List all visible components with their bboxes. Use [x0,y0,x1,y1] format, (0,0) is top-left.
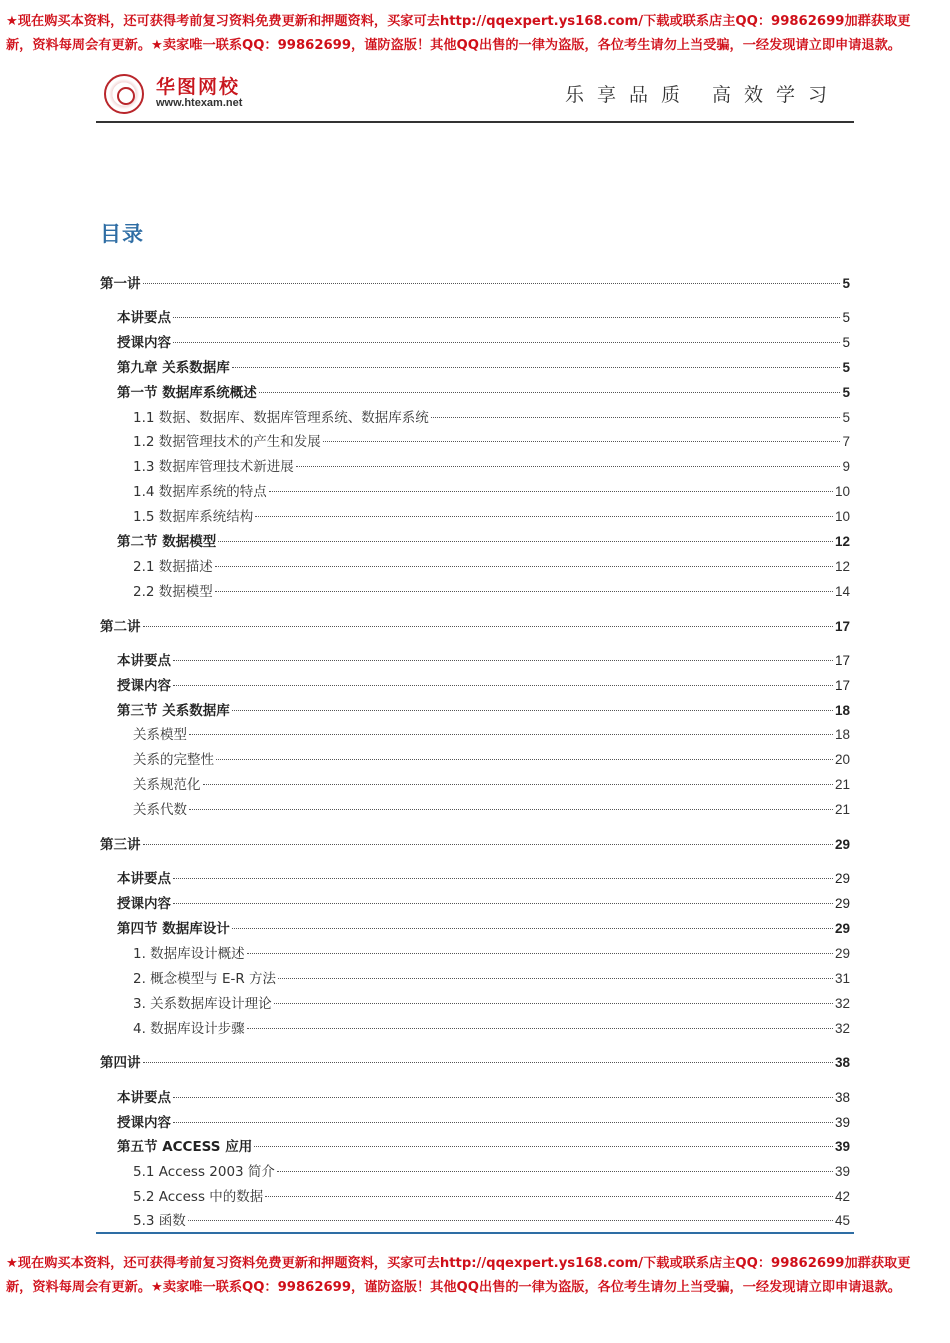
toc-entry[interactable]: 本讲要点 29 [117,871,850,887]
promo-banner-top [6,10,946,58]
toc-entry[interactable]: 授课内容 17 [117,678,850,694]
toc-entry[interactable]: 第三节 关系数据库 18 [117,703,850,719]
toc-entry[interactable]: 第九章 关系数据库 5 [117,360,850,376]
promo-line-1: ★现在购买本资料，还可获得考前复习资料免费更新和押题资料，买家可去http://qqexpert.ys168.com/下载或联系店主QQ：99862699加群获取更 [6,14,911,29]
logo [104,74,274,116]
toc-entry[interactable]: 授课内容 5 [117,335,850,351]
toc-entry[interactable]: 2. 概念模型与 E-R 方法 31 [133,971,850,987]
toc-entry[interactable]: 1. 数据库设计概述 29 [133,946,850,962]
logo-url: www.htexam.net [156,97,243,109]
toc-entry[interactable]: 授课内容 39 [117,1115,850,1131]
slogan: 乐享品质 高效学习 [564,84,840,106]
toc-entry[interactable]: 第三讲 29 [100,837,850,853]
toc-entry[interactable]: 1.4 数据库系统的特点 10 [133,484,850,500]
promo-banner-bottom [6,1252,946,1300]
toc-entry[interactable]: 本讲要点 17 [117,653,850,669]
toc-entry[interactable]: 5.3 函数 45 [133,1213,850,1229]
toc-entry[interactable]: 第一节 数据库系统概述 5 [117,385,850,401]
toc-entry[interactable]: 4. 数据库设计步骤 32 [133,1021,850,1037]
toc-entry[interactable]: 第二讲 17 [100,619,850,635]
toc-entry[interactable]: 2.2 数据模型 14 [133,584,850,600]
promo-line-2: 新，资料每周会有更新。★卖家唯一联系QQ：99862699，谨防盗版！其他QQ出售的一律为盗版，各位考生请勿上当受骗，一经发现请立即申请退款。 [6,38,901,53]
toc-entry[interactable]: 本讲要点 5 [117,310,850,326]
page-header [96,70,854,122]
toc-title: 目录 [100,222,144,246]
promo-line-1: ★现在购买本资料，还可获得考前复习资料免费更新和押题资料，买家可去http://qqexpert.ys168.com/下载或联系店主QQ：99862699加群获取更 [6,1256,911,1271]
toc-entry[interactable]: 1.1 数据、数据库、数据库管理系统、数据库系统 5 [133,410,850,426]
toc-entry[interactable]: 授课内容 29 [117,896,850,912]
toc-entry[interactable]: 关系模型 18 [133,727,850,743]
toc-entry[interactable]: 第四讲 38 [100,1055,850,1071]
promo-line-2: 新，资料每周会有更新。★卖家唯一联系QQ：99862699，谨防盗版！其他QQ出售的一律为盗版，各位考生请勿上当受骗，一经发现请立即申请退款。 [6,1280,901,1295]
footer-divider [96,1232,854,1234]
toc-entry[interactable]: 1.3 数据库管理技术新进展 9 [133,459,850,475]
toc-entry[interactable]: 关系规范化 21 [133,777,850,793]
header-divider [96,121,854,123]
toc-entry[interactable]: 2.1 数据描述 12 [133,559,850,575]
toc-entry[interactable]: 第五节 ACCESS 应用 39 [117,1139,850,1155]
toc-entry[interactable]: 1.5 数据库系统结构 10 [133,509,850,525]
toc-entry[interactable]: 关系代数 21 [133,802,850,818]
toc-entry[interactable]: 关系的完整性 20 [133,752,850,768]
toc-entry[interactable]: 1.2 数据管理技术的产生和发展 7 [133,434,850,450]
toc-entry[interactable]: 5.2 Access 中的数据 42 [133,1189,850,1205]
logo-name: 华图网校 [156,76,241,98]
toc-entry[interactable]: 本讲要点 38 [117,1090,850,1106]
toc-entry[interactable]: 3. 关系数据库设计理论 32 [133,996,850,1012]
toc-entry[interactable]: 第二节 数据模型 12 [117,534,850,550]
toc-entry[interactable]: 第一讲 5 [100,276,850,292]
toc-entry[interactable]: 5.1 Access 2003 简介 39 [133,1164,850,1180]
logo-seal-icon [104,74,144,114]
toc-entry[interactable]: 第四节 数据库设计 29 [117,921,850,937]
